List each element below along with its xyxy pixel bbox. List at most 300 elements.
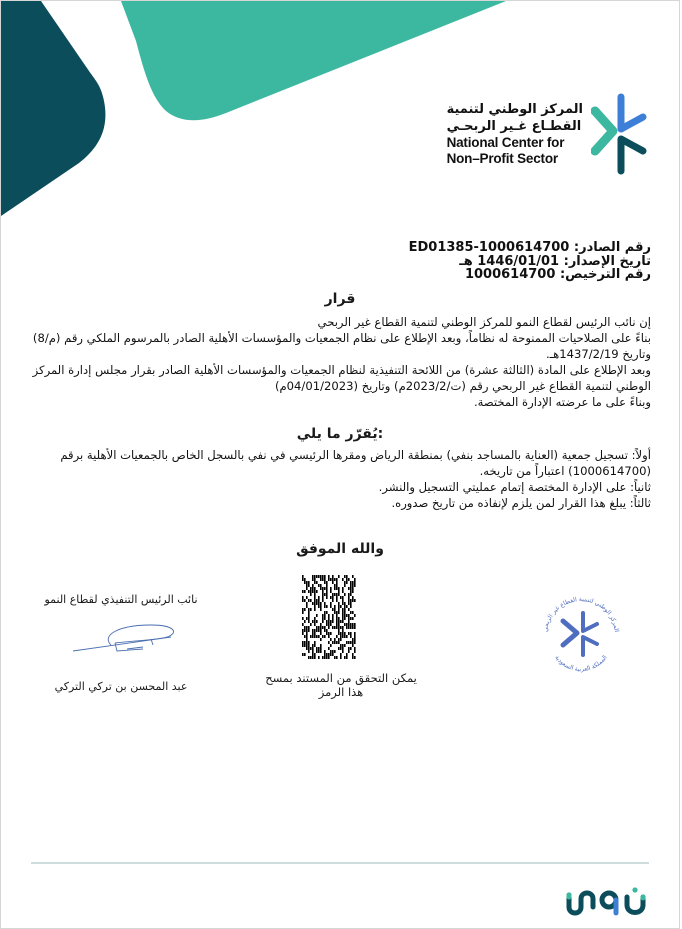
barcode-module: [342, 629, 344, 632]
barcode-module: [350, 647, 352, 650]
barcode-module: [326, 581, 328, 584]
barcode-module: [320, 584, 322, 587]
stamp-text-top: المركز الوطني لتنمية القطاع غير الربحي: [542, 595, 620, 633]
barcode-module: [312, 656, 314, 659]
svg-text:المملكة العربية السعودية: [553, 654, 609, 673]
barcode-module: [312, 584, 314, 587]
barcode-module: [336, 656, 338, 659]
barcode-module: [324, 605, 326, 608]
barcode-module: [342, 635, 344, 638]
barcode-module: [338, 587, 340, 590]
barcode-module: [338, 620, 340, 623]
barcode-module: [342, 620, 344, 623]
barcode-module: [346, 656, 348, 659]
barcode-module: [328, 617, 330, 620]
issue-date-value: 1446/01/01 هـ: [459, 253, 560, 269]
barcode-module: [352, 641, 354, 644]
barcode-module: [316, 614, 318, 617]
barcode-module: [346, 626, 348, 629]
barcode-module: [350, 599, 352, 602]
barcode-module: [330, 596, 332, 599]
barcode-module: [350, 635, 352, 638]
barcode-module: [318, 584, 320, 587]
barcode-module: [352, 638, 354, 641]
barcode-module: [312, 632, 314, 635]
barcode-module: [336, 623, 338, 626]
barcode-module: [302, 632, 304, 635]
barcode-module: [334, 587, 336, 590]
barcode-module: [306, 605, 308, 608]
barcode-module: [312, 587, 314, 590]
barcode-module: [320, 638, 322, 641]
barcode-module: [344, 581, 346, 584]
barcode-module: [320, 629, 322, 632]
barcode-module: [340, 626, 342, 629]
barcode-module: [350, 581, 352, 584]
svg-text:المركز الوطني لتنمية القطاع غي: [542, 596, 620, 633]
barcode-module: [354, 638, 356, 641]
barcode-module: [304, 590, 306, 593]
barcode-module: [342, 587, 344, 590]
barcode-module: [352, 587, 354, 590]
barcode-module: [324, 593, 326, 596]
barcode-module: [324, 611, 326, 614]
barcode-module: [322, 596, 324, 599]
barcode-module: [348, 593, 350, 596]
barcode-module: [308, 614, 310, 617]
barcode-module: [348, 650, 350, 653]
barcode-module: [312, 644, 314, 647]
barcode-module: [320, 647, 322, 650]
barcode-module: [324, 614, 326, 617]
barcode-module: [310, 587, 312, 590]
footer-divider: [31, 862, 649, 864]
barcode-module: [336, 581, 338, 584]
barcode-module: [334, 656, 336, 659]
barcode-module: [326, 611, 328, 614]
barcode-module: [306, 581, 308, 584]
barcode-module: [322, 635, 324, 638]
barcode-module: [310, 647, 312, 650]
barcode-module: [314, 602, 316, 605]
barcode-module: [312, 647, 314, 650]
barcode-module: [324, 656, 326, 659]
barcode-module: [314, 608, 316, 611]
decision-item: ثانياً: على الإدارة المختصة إتمام عمليتي التسجيل والنشر.: [378, 480, 651, 494]
barcode-module: [338, 590, 340, 593]
barcode-module: [304, 620, 306, 623]
barcode-module: [314, 629, 316, 632]
barcode-module: [314, 635, 316, 638]
barcode-module: [334, 608, 336, 611]
barcode-module: [308, 650, 310, 653]
barcode-module: [314, 581, 316, 584]
barcode-module: [320, 605, 322, 608]
barcode-module: [314, 623, 316, 626]
issue-date-label: تاريخ الإصدار:: [563, 253, 651, 269]
barcode-module: [302, 575, 304, 578]
barcode-module: [342, 602, 344, 605]
barcode-module: [322, 620, 324, 623]
barcode-module: [332, 626, 334, 629]
barcode-module: [348, 608, 350, 611]
barcode-module: [338, 617, 340, 620]
barcode-module: [350, 587, 352, 590]
issue-date-row: [409, 255, 651, 269]
barcode-module: [302, 608, 304, 611]
barcode-module: [316, 626, 318, 629]
barcode-module: [314, 641, 316, 644]
barcode-module: [302, 641, 304, 644]
barcode-module: [304, 629, 306, 632]
barcode-module: [344, 575, 346, 578]
verification-caption-line1: يمكن التحقق من المستند بمسح: [265, 671, 417, 685]
numu-brand-logo: [565, 885, 649, 917]
barcode-module: [304, 644, 306, 647]
barcode-module: [332, 617, 334, 620]
barcode-module: [340, 653, 342, 656]
barcode-module: [320, 578, 322, 581]
barcode-module: [338, 638, 340, 641]
barcode-module: [350, 611, 352, 614]
barcode-module: [332, 593, 334, 596]
barcode-module: [332, 578, 334, 581]
barcode-module: [308, 617, 310, 620]
barcode-module: [328, 575, 330, 578]
barcode-module: [334, 650, 336, 653]
decision-title: قرار: [324, 291, 356, 307]
barcode-module: [348, 620, 350, 623]
barcode-module: [346, 635, 348, 638]
barcode-module: [308, 590, 310, 593]
barcode-module: [352, 599, 354, 602]
barcode-module: [324, 575, 326, 578]
barcode-module: [316, 647, 318, 650]
barcode-module: [320, 644, 322, 647]
barcode-module: [326, 590, 328, 593]
barcode-module: [334, 593, 336, 596]
barcode-module: [316, 635, 318, 638]
barcode-module: [342, 611, 344, 614]
barcode-module: [330, 653, 332, 656]
issue-number-label: رقم الصادر:: [573, 240, 651, 255]
barcode-module: [354, 656, 356, 659]
barcode-module: [340, 596, 342, 599]
barcode-module: [310, 635, 312, 638]
barcode-module: [326, 587, 328, 590]
barcode-module: [312, 653, 314, 656]
barcode-module: [326, 584, 328, 587]
barcode-module: [338, 629, 340, 632]
barcode-module: [302, 617, 304, 620]
barcode-module: [328, 653, 330, 656]
barcode-module: [338, 647, 340, 650]
barcode-module: [304, 608, 306, 611]
barcode-module: [340, 605, 342, 608]
org-name-ar-line2: القطـاع غـير الربحـي: [446, 119, 582, 134]
barcode-module: [302, 644, 304, 647]
barcode-module: [326, 605, 328, 608]
org-logo: [447, 93, 651, 175]
barcode-module: [320, 608, 322, 611]
barcode-module: [350, 590, 352, 593]
barcode-module: [322, 590, 324, 593]
barcode-module: [342, 650, 344, 653]
barcode-module: [336, 593, 338, 596]
barcode-module: [352, 590, 354, 593]
barcode-module: [336, 641, 338, 644]
org-name-ar-line1: المركز الوطني لتنمية: [446, 102, 583, 117]
barcode-module: [336, 620, 338, 623]
barcode-module: [350, 632, 352, 635]
barcode-module: [342, 644, 344, 647]
barcode-module: [324, 587, 326, 590]
barcode-module: [328, 635, 330, 638]
barcode-module: [308, 641, 310, 644]
barcode-module: [314, 617, 316, 620]
barcode-module: [348, 602, 350, 605]
barcode-module: [332, 596, 334, 599]
barcode-module: [322, 656, 324, 659]
barcode-module: [354, 647, 356, 650]
barcode-module: [316, 581, 318, 584]
barcode-module: [330, 623, 332, 626]
barcode-module: [312, 578, 314, 581]
barcode-module: [352, 644, 354, 647]
barcode-module: [344, 611, 346, 614]
barcode-module: [344, 644, 346, 647]
barcode-module: [328, 647, 330, 650]
barcode-module: [302, 629, 304, 632]
barcode-module: [348, 587, 350, 590]
barcode-module: [350, 623, 352, 626]
barcode-module: [336, 614, 338, 617]
barcode-module: [336, 584, 338, 587]
barcode-module: [324, 602, 326, 605]
barcode-module: [342, 632, 344, 635]
barcode-module: [328, 656, 330, 659]
barcode-module: [312, 602, 314, 605]
barcode-module: [354, 599, 356, 602]
barcode-module: [344, 605, 346, 608]
barcode-module: [334, 605, 336, 608]
barcode-module: [314, 596, 316, 599]
barcode-module: [304, 626, 306, 629]
barcode-module: [322, 614, 324, 617]
barcode-module: [318, 596, 320, 599]
signatory-title: نائب الرئيس التنفيذي لقطاع النمو: [44, 593, 198, 606]
barcode-module: [328, 614, 330, 617]
barcode-module: [322, 599, 324, 602]
barcode-module: [336, 617, 338, 620]
barcode-module: [338, 602, 340, 605]
barcode-module: [314, 620, 316, 623]
verification-barcode[interactable]: [302, 575, 356, 659]
barcode-module: [326, 596, 328, 599]
preamble-paragraph: وبعد الإطلاع على المادة (الثالثة عشرة) من اللائحة التنفيذية لنظام الجمعيات والمؤسسات الأهلية الصادر بقرار مجلس إدارة المركز الوطني لتنمية القطاع غير الربحي رقم (ت/2023/2م) وتاريخ (04/01/2023م): [32, 363, 651, 393]
barcode-module: [314, 632, 316, 635]
barcode-module: [344, 614, 346, 617]
barcode-module: [348, 596, 350, 599]
barcode-module: [326, 656, 328, 659]
barcode-module: [322, 578, 324, 581]
verification-caption-line2: هذا الرمز: [318, 685, 364, 699]
barcode-module: [330, 638, 332, 641]
barcode-module: [328, 641, 330, 644]
barcode-module: [302, 653, 304, 656]
barcode-module: [344, 608, 346, 611]
barcode-module: [354, 614, 356, 617]
barcode-module: [344, 602, 346, 605]
org-name-en-line2: Non–Profit Sector: [446, 151, 558, 166]
barcode-module: [338, 608, 340, 611]
barcode-module: [316, 575, 318, 578]
barcode-module: [310, 608, 312, 611]
barcode-module: [304, 599, 306, 602]
barcode-module: [338, 611, 340, 614]
barcode-module: [308, 647, 310, 650]
barcode-module: [310, 623, 312, 626]
barcode-module: [306, 602, 308, 605]
barcode-module: [348, 617, 350, 620]
barcode-module: [310, 656, 312, 659]
barcode-module: [326, 623, 328, 626]
barcode-module: [336, 587, 338, 590]
barcode-module: [330, 602, 332, 605]
barcode-module: [348, 623, 350, 626]
decision-item: ثالثاً: يبلغ هذا القرار لمن يلزم لإنفاذه من تاريخ صدوره.: [391, 496, 651, 510]
barcode-module: [342, 647, 344, 650]
barcode-module: [336, 596, 338, 599]
barcode-module: [312, 620, 314, 623]
closing-phrase: والله الموفق: [296, 541, 384, 557]
barcode-module: [354, 635, 356, 638]
barcode-module: [308, 644, 310, 647]
barcode-module: [330, 605, 332, 608]
barcode-module: [332, 599, 334, 602]
barcode-module: [342, 590, 344, 593]
barcode-module: [346, 578, 348, 581]
barcode-module: [308, 584, 310, 587]
barcode-module: [302, 578, 304, 581]
barcode-module: [304, 581, 306, 584]
barcode-module: [318, 626, 320, 629]
barcode-module: [314, 587, 316, 590]
barcode-module: [322, 575, 324, 578]
barcode-module: [330, 632, 332, 635]
barcode-module: [316, 629, 318, 632]
barcode-module: [350, 605, 352, 608]
barcode-module: [318, 602, 320, 605]
issue-number-value: ED01385-1000614700: [408, 240, 570, 255]
barcode-module: [328, 626, 330, 629]
barcode-module: [338, 593, 340, 596]
dark-teal-shape: [1, 1, 105, 216]
barcode-module: [302, 596, 304, 599]
barcode-module: [326, 593, 328, 596]
barcode-module: [326, 629, 328, 632]
barcode-module: [308, 599, 310, 602]
barcode-module: [306, 647, 308, 650]
barcode-module: [340, 635, 342, 638]
barcode-module: [312, 575, 314, 578]
barcode-module: [338, 623, 340, 626]
barcode-module: [316, 602, 318, 605]
barcode-module: [336, 578, 338, 581]
barcode-module: [304, 641, 306, 644]
issue-number-row: [409, 241, 651, 255]
barcode-module: [336, 599, 338, 602]
org-name-en-line1: National Center for: [446, 135, 565, 150]
barcode-module: [316, 620, 318, 623]
barcode-module: [338, 575, 340, 578]
barcode-module: [318, 656, 320, 659]
barcode-module: [350, 584, 352, 587]
barcode-module: [346, 641, 348, 644]
barcode-module: [314, 575, 316, 578]
barcode-module: [346, 623, 348, 626]
barcode-module: [314, 599, 316, 602]
barcode-module: [348, 641, 350, 644]
barcode-module: [320, 650, 322, 653]
barcode-module: [304, 653, 306, 656]
barcode-module: [342, 608, 344, 611]
barcode-module: [308, 626, 310, 629]
barcode-module: [336, 635, 338, 638]
barcode-module: [306, 584, 308, 587]
official-stamp: [533, 591, 629, 673]
barcode-module: [332, 614, 334, 617]
barcode-module: [310, 599, 312, 602]
barcode-module: [332, 575, 334, 578]
barcode-module: [348, 599, 350, 602]
barcode-module: [354, 623, 356, 626]
barcode-module: [320, 575, 322, 578]
barcode-module: [308, 611, 310, 614]
barcode-module: [334, 638, 336, 641]
barcode-module: [308, 629, 310, 632]
barcode-module: [340, 647, 342, 650]
barcode-module: [304, 635, 306, 638]
barcode-module: [324, 581, 326, 584]
barcode-module: [306, 641, 308, 644]
decision-item: أولاً: تسجيل جمعية (العناية بالمساجد بنفي) بمنطقة الرياض ومقرها الرئيسي في نفي بالسجل الخاص بالجمعيات الأهلية برقم (1000614700) اعتباراً من تاريخه.: [60, 448, 651, 478]
barcode-module: [340, 638, 342, 641]
resolves-heading: يُقرّر ما يلي:: [296, 426, 384, 442]
barcode-module: [348, 626, 350, 629]
barcode-module: [350, 593, 352, 596]
barcode-module: [350, 641, 352, 644]
barcode-module: [318, 575, 320, 578]
barcode-module: [314, 653, 316, 656]
barcode-module: [346, 653, 348, 656]
barcode-module: [308, 581, 310, 584]
barcode-module: [330, 587, 332, 590]
license-number-row: [409, 268, 651, 282]
barcode-module: [324, 635, 326, 638]
barcode-module: [352, 575, 354, 578]
barcode-module: [314, 656, 316, 659]
barcode-module: [306, 644, 308, 647]
barcode-module: [334, 578, 336, 581]
barcode-module: [326, 653, 328, 656]
barcode-module: [352, 623, 354, 626]
barcode-module: [330, 578, 332, 581]
barcode-module: [318, 599, 320, 602]
barcode-module: [338, 632, 340, 635]
barcode-module: [330, 620, 332, 623]
barcode-module: [322, 626, 324, 629]
